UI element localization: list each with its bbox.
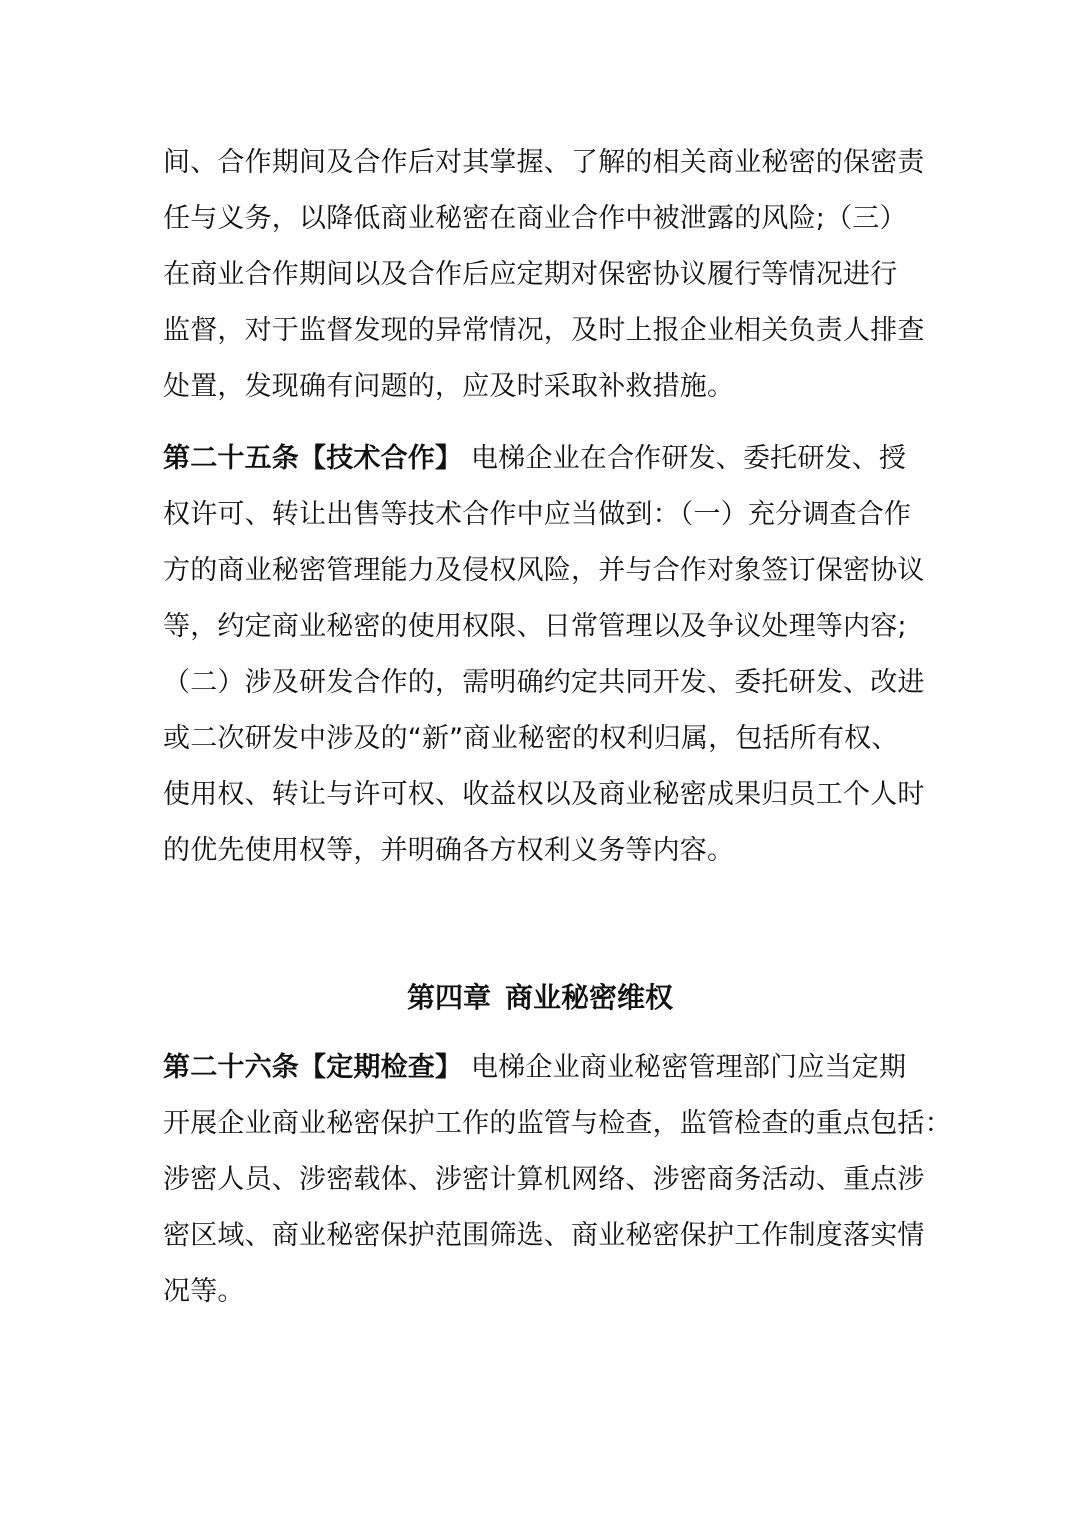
article-26-text: 电梯企业商业秘密管理部门应当定期 — [462, 1052, 907, 1083]
paragraph-line: 使用权、转让与许可权、收益权以及商业秘密成果归员工个人时 — [163, 779, 925, 810]
paragraph-line: （二）涉及研发合作的，需明确约定共同开发、委托研发、改进 — [163, 667, 925, 698]
paragraph-line: 开展企业商业秘密保护工作的监管与检查，监管检查的重点包括： — [163, 1108, 952, 1139]
chapter-heading — [0, 980, 1080, 1016]
chapter-title: 商业秘密维权 — [505, 981, 674, 1014]
article-25-first-line — [163, 441, 953, 477]
paragraph-line: 在商业合作期间以及合作后应定期对保密协议履行等情况进行 — [163, 259, 898, 290]
paragraph-line: 等，约定商业秘密的使用权限、日常管理以及争议处理等内容; — [163, 611, 907, 642]
article-25-text: 电梯企业在合作研发、委托研发、授 — [462, 443, 907, 474]
paragraph-line: 权许可、转让出售等技术合作中应当做到：（一）充分调查合作 — [163, 499, 912, 530]
paragraph-line: 涉密人员、涉密载体、涉密计算机网络、涉密商务活动、重点涉 — [163, 1164, 925, 1195]
paragraph-line: 方的商业秘密管理能力及侵权风险，并与合作对象签订保密协议 — [163, 555, 925, 586]
paragraph-line: 处置，发现确有问题的，应及时采取补救措施。 — [163, 371, 735, 402]
article-25-title: 第二十五条【技术合作】 — [163, 443, 463, 474]
paragraph-line: 监督，对于监督发现的异常情况，及时上报企业相关负责人排查 — [163, 315, 925, 346]
chapter-label: 第四章 — [406, 981, 491, 1014]
article-26-title: 第二十六条【定期检查】 — [163, 1052, 463, 1083]
paragraph-line: 的优先使用权等，并明确各方权利义务等内容。 — [163, 835, 735, 866]
paragraph-line: 间、合作期间及合作后对其掌握、了解的相关商业秘密的保密责 — [163, 147, 925, 178]
paragraph-line: 任与义务，以降低商业秘密在商业合作中被泄露的风险;（三） — [163, 203, 907, 234]
paragraph-line: 或二次研发中涉及的“新”商业秘密的权利归属，包括所有权、 — [163, 723, 899, 754]
article-26-first-line — [163, 1050, 953, 1086]
paragraph-line: 密区域、商业秘密保护范围筛选、商业秘密保护工作制度落实情 — [163, 1220, 925, 1251]
paragraph-line: 况等。 — [163, 1276, 245, 1307]
